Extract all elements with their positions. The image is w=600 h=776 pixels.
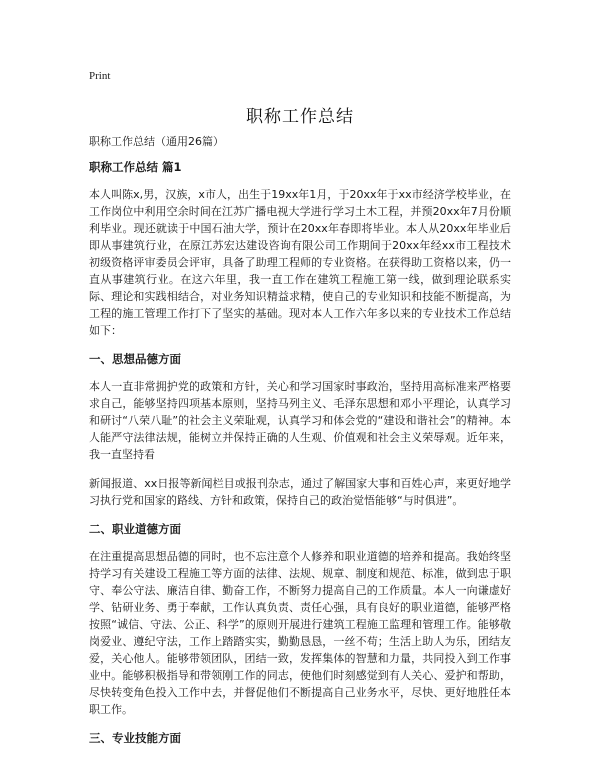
- section-heading-ethics: 二、职业道德方面: [89, 522, 181, 536]
- ideology-paragraph-1: 本人一直非常拥护党的政策和方针，关心和学习国家时事政治，坚持用高标准来严格要求自己，能够坚持四项基本原则，坚持马列主义、毛泽东思想和邓小平理论，认真学习和研讨“八荣八耻”的社会主义荣耻观，认真学习和体会党的“建设和谐社会”的精神。本人能严守法律法规，能树立并保持正确的人生观、价值观和社会主义荣辱观。近年来，我一直坚持看: [89, 380, 511, 461]
- document-subtitle: 职称工作总结（通用26篇）: [89, 135, 224, 148]
- ideology-paragraph-2: 新闻报道、xx日报等新闻栏目或报刊杂志，通过了解国家大事和百姓心声，来更好地学习执行党和国家的路线、方针和政策，保持自己的政治觉悟能够“与时俱进”。: [89, 477, 511, 507]
- print-label[interactable]: Print: [89, 70, 111, 82]
- ethics-paragraph-1: 在注重提高思想品德的同时，也不忘注意个人修养和职业道德的培养和提高。我始终坚持学习有关建设工程施工等方面的法律、法规、规章、制度和规范、标准，做到忠于职守、奉公守法、廉洁自律、勤奋工作，不断努力提高自己的工作质量。本人一向谦虚好学、钻研业务、勇于奉献，工作认真负责、责任心强，具有良好的职业道德，能够严格按照“诚信、守法、公正、科学”的原则开展进行建筑工程施工监理和管理工作。能够敬岗爱业、遵纪守法，工作上踏踏实实，勤勤恳恳，一丝不苟；生活上助人为乐，团结友爱，关心他人。能够带领团队，团结一致，发挥集体的智慧和力量，共同投入到工作事业中。能够积极指导和带领刚工作的同志，使他们时刻感觉到有人关心、爱护和帮助，尽快转变角色投入工作中去，并督促他们不断提高自己业务水平，尽快、更好地胜任本职工作。: [89, 550, 511, 716]
- intro-paragraph: 本人叫陈x,男，汉族，x市人，出生于19xx年1月，于20xx年于xx市经济学校毕业，在工作岗位中利用空余时间在江苏广播电视大学进行学习土木工程，并预20xx年7月份顺利毕业。现还就读于中国石油大学，预计在20xx年春即将毕业。本人从20xx年毕业后即从事建筑行业，在原江苏宏达建设咨询有限公司工作期间于20xx年经xx市工程技术初级资格评审委员会评审，具备了助理工程师的专业资格。在获得助工资格以来，仍一直从事建筑行业。在这六年里，我一直工作在建筑工程施工第一线，做到理论联系实际、理论和实践相结合，对业务知识精益求精，使自己的专业知识和技能不断提高，为工程的施工管理工作打下了坚实的基础。现对本人工作六年多以来的专业技术工作总结如下：: [89, 188, 511, 337]
- article-heading: 职称工作总结 篇1: [89, 160, 182, 174]
- section-heading-skills: 三、专业技能方面: [89, 731, 181, 745]
- document-body: [89, 133, 511, 757]
- document-title: 职称工作总结: [246, 107, 354, 127]
- section-heading-ideology: 一、思想品德方面: [89, 352, 181, 366]
